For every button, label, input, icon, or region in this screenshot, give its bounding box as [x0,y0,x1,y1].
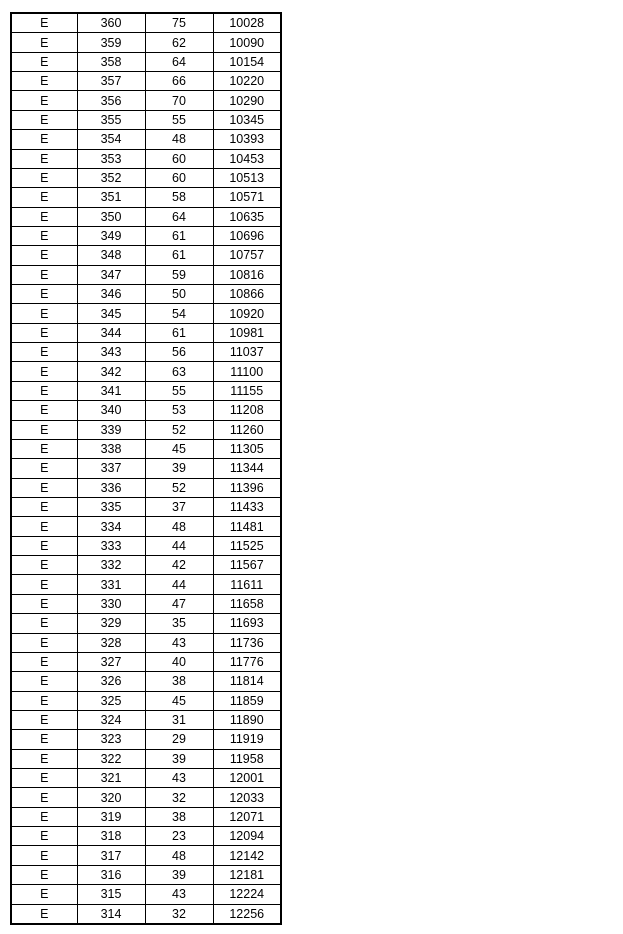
score-cell: 355 [77,110,145,129]
grade-cell: E [11,265,77,284]
score-cell: 326 [77,672,145,691]
score-cell: 331 [77,575,145,594]
cumulative-cell: 11037 [213,343,281,362]
grade-cell: E [11,246,77,265]
score-cell: 320 [77,788,145,807]
score-cell: 339 [77,420,145,439]
cumulative-cell: 10635 [213,207,281,226]
count-cell: 32 [145,904,213,924]
cumulative-cell: 12181 [213,865,281,884]
grade-cell: E [11,226,77,245]
score-cell: 333 [77,536,145,555]
count-cell: 62 [145,33,213,52]
count-cell: 53 [145,401,213,420]
grade-cell: E [11,614,77,633]
grade-cell: E [11,459,77,478]
table-row [11,614,281,633]
grade-cell: E [11,575,77,594]
table-row [11,536,281,555]
count-cell: 59 [145,265,213,284]
count-cell: 32 [145,788,213,807]
score-cell: 318 [77,827,145,846]
table-row [11,730,281,749]
score-cell: 334 [77,517,145,536]
cumulative-cell: 10220 [213,72,281,91]
table-row [11,110,281,129]
count-cell: 44 [145,536,213,555]
score-cell: 323 [77,730,145,749]
score-cell: 351 [77,188,145,207]
table-row [11,420,281,439]
count-cell: 48 [145,517,213,536]
grade-cell: E [11,52,77,71]
grade-cell: E [11,478,77,497]
grade-cell: E [11,207,77,226]
grade-cell: E [11,439,77,458]
score-cell: 343 [77,343,145,362]
grade-cell: E [11,149,77,168]
count-cell: 39 [145,865,213,884]
score-cell: 327 [77,652,145,671]
table-body [11,13,281,924]
count-cell: 48 [145,130,213,149]
grade-cell: E [11,13,77,33]
count-cell: 66 [145,72,213,91]
cumulative-cell: 11481 [213,517,281,536]
count-cell: 43 [145,769,213,788]
count-cell: 48 [145,846,213,865]
cumulative-cell: 11919 [213,730,281,749]
count-cell: 58 [145,188,213,207]
count-cell: 39 [145,459,213,478]
count-cell: 64 [145,207,213,226]
table-row [11,807,281,826]
count-cell: 38 [145,807,213,826]
table-row [11,769,281,788]
score-cell: 345 [77,304,145,323]
cumulative-cell: 11776 [213,652,281,671]
table-row [11,749,281,768]
score-cell: 348 [77,246,145,265]
count-cell: 52 [145,420,213,439]
grade-cell: E [11,420,77,439]
count-cell: 38 [145,672,213,691]
score-cell: 344 [77,323,145,342]
table-row [11,691,281,710]
grade-cell: E [11,672,77,691]
count-cell: 61 [145,246,213,265]
table-row [11,575,281,594]
table-row [11,381,281,400]
count-cell: 52 [145,478,213,497]
cumulative-cell: 12071 [213,807,281,826]
table-row [11,633,281,652]
table-row [11,478,281,497]
count-cell: 61 [145,323,213,342]
grade-cell: E [11,904,77,924]
table-row [11,556,281,575]
cumulative-cell: 11611 [213,575,281,594]
score-cell: 319 [77,807,145,826]
cumulative-cell: 11100 [213,362,281,381]
count-cell: 47 [145,594,213,613]
cumulative-cell: 11658 [213,594,281,613]
grade-cell: E [11,691,77,710]
count-cell: 70 [145,91,213,110]
grade-cell: E [11,749,77,768]
count-cell: 63 [145,362,213,381]
count-cell: 44 [145,575,213,594]
cumulative-cell: 10696 [213,226,281,245]
score-cell: 340 [77,401,145,420]
cumulative-cell: 10290 [213,91,281,110]
cumulative-cell: 11344 [213,459,281,478]
cumulative-cell: 11155 [213,381,281,400]
table-row [11,710,281,729]
score-cell: 358 [77,52,145,71]
cumulative-cell: 11305 [213,439,281,458]
table-row [11,130,281,149]
table-row [11,439,281,458]
score-cell: 352 [77,168,145,187]
table-row [11,672,281,691]
score-cell: 328 [77,633,145,652]
count-cell: 39 [145,749,213,768]
cumulative-cell: 10571 [213,188,281,207]
grade-cell: E [11,788,77,807]
count-cell: 60 [145,168,213,187]
cumulative-cell: 10345 [213,110,281,129]
table-row [11,323,281,342]
cumulative-cell: 12033 [213,788,281,807]
grade-cell: E [11,381,77,400]
count-cell: 23 [145,827,213,846]
grade-cell: E [11,343,77,362]
cumulative-cell: 10453 [213,149,281,168]
score-cell: 325 [77,691,145,710]
count-cell: 43 [145,885,213,904]
cumulative-cell: 11433 [213,497,281,516]
table-row [11,188,281,207]
count-cell: 35 [145,614,213,633]
score-cell: 350 [77,207,145,226]
score-cell: 315 [77,885,145,904]
cumulative-cell: 12256 [213,904,281,924]
cumulative-cell: 11958 [213,749,281,768]
grade-cell: E [11,633,77,652]
table-row [11,13,281,33]
count-cell: 60 [145,149,213,168]
table-row [11,52,281,71]
grade-cell: E [11,652,77,671]
count-cell: 45 [145,691,213,710]
grade-cell: E [11,885,77,904]
score-cell: 346 [77,285,145,304]
grade-cell: E [11,594,77,613]
table-row [11,343,281,362]
table-row [11,285,281,304]
score-cell: 317 [77,846,145,865]
score-cell: 335 [77,497,145,516]
grade-cell: E [11,769,77,788]
score-cell: 316 [77,865,145,884]
cumulative-cell: 10816 [213,265,281,284]
data-table [10,12,282,925]
table-row [11,304,281,323]
grade-cell: E [11,168,77,187]
table-row [11,91,281,110]
score-cell: 356 [77,91,145,110]
cumulative-cell: 10920 [213,304,281,323]
score-cell: 314 [77,904,145,924]
count-cell: 50 [145,285,213,304]
count-cell: 64 [145,52,213,71]
grade-cell: E [11,710,77,729]
score-cell: 359 [77,33,145,52]
count-cell: 56 [145,343,213,362]
cumulative-cell: 11396 [213,478,281,497]
cumulative-cell: 11890 [213,710,281,729]
count-cell: 54 [145,304,213,323]
score-cell: 354 [77,130,145,149]
table-row [11,865,281,884]
grade-cell: E [11,827,77,846]
cumulative-cell: 10090 [213,33,281,52]
count-cell: 31 [145,710,213,729]
grade-cell: E [11,188,77,207]
score-cell: 322 [77,749,145,768]
table-row [11,885,281,904]
table-row [11,246,281,265]
table-row [11,149,281,168]
score-cell: 329 [77,614,145,633]
grade-cell: E [11,556,77,575]
cumulative-cell: 10028 [213,13,281,33]
cumulative-cell: 10757 [213,246,281,265]
count-cell: 37 [145,497,213,516]
count-cell: 45 [145,439,213,458]
grade-cell: E [11,730,77,749]
cumulative-cell: 10981 [213,323,281,342]
grade-cell: E [11,536,77,555]
grade-cell: E [11,285,77,304]
count-cell: 61 [145,226,213,245]
grade-cell: E [11,110,77,129]
cumulative-cell: 10866 [213,285,281,304]
cumulative-cell: 11525 [213,536,281,555]
grade-cell: E [11,362,77,381]
table-row [11,226,281,245]
score-cell: 357 [77,72,145,91]
grade-cell: E [11,72,77,91]
table-row [11,168,281,187]
grade-cell: E [11,91,77,110]
table-row [11,594,281,613]
table-row [11,459,281,478]
score-cell: 338 [77,439,145,458]
table-row [11,652,281,671]
cumulative-cell: 11693 [213,614,281,633]
cumulative-cell: 11859 [213,691,281,710]
grade-cell: E [11,497,77,516]
score-cell: 341 [77,381,145,400]
table-row [11,904,281,924]
cumulative-cell: 12142 [213,846,281,865]
count-cell: 43 [145,633,213,652]
score-cell: 332 [77,556,145,575]
table-row [11,497,281,516]
cumulative-cell: 12001 [213,769,281,788]
table-row [11,827,281,846]
score-cell: 321 [77,769,145,788]
cumulative-cell: 11260 [213,420,281,439]
table-row [11,362,281,381]
score-cell: 360 [77,13,145,33]
cumulative-cell: 12094 [213,827,281,846]
score-cell: 342 [77,362,145,381]
grade-cell: E [11,304,77,323]
score-cell: 336 [77,478,145,497]
score-cell: 330 [77,594,145,613]
cumulative-cell: 11567 [213,556,281,575]
count-cell: 75 [145,13,213,33]
score-cell: 353 [77,149,145,168]
grade-cell: E [11,33,77,52]
cumulative-cell: 10513 [213,168,281,187]
grade-cell: E [11,517,77,536]
table-row [11,517,281,536]
score-cell: 337 [77,459,145,478]
cumulative-cell: 10393 [213,130,281,149]
table-row [11,265,281,284]
score-cell: 347 [77,265,145,284]
cumulative-cell: 11736 [213,633,281,652]
table-row [11,401,281,420]
table-row [11,33,281,52]
score-cell: 349 [77,226,145,245]
count-cell: 40 [145,652,213,671]
count-cell: 55 [145,110,213,129]
grade-cell: E [11,865,77,884]
cumulative-cell: 11208 [213,401,281,420]
cumulative-cell: 11814 [213,672,281,691]
cumulative-cell: 12224 [213,885,281,904]
score-cell: 324 [77,710,145,729]
grade-cell: E [11,401,77,420]
grade-cell: E [11,807,77,826]
count-cell: 55 [145,381,213,400]
grade-cell: E [11,323,77,342]
grade-cell: E [11,846,77,865]
count-cell: 29 [145,730,213,749]
grade-cell: E [11,130,77,149]
table-row [11,72,281,91]
table-row [11,788,281,807]
count-cell: 42 [145,556,213,575]
table-row [11,207,281,226]
cumulative-cell: 10154 [213,52,281,71]
table-row [11,846,281,865]
